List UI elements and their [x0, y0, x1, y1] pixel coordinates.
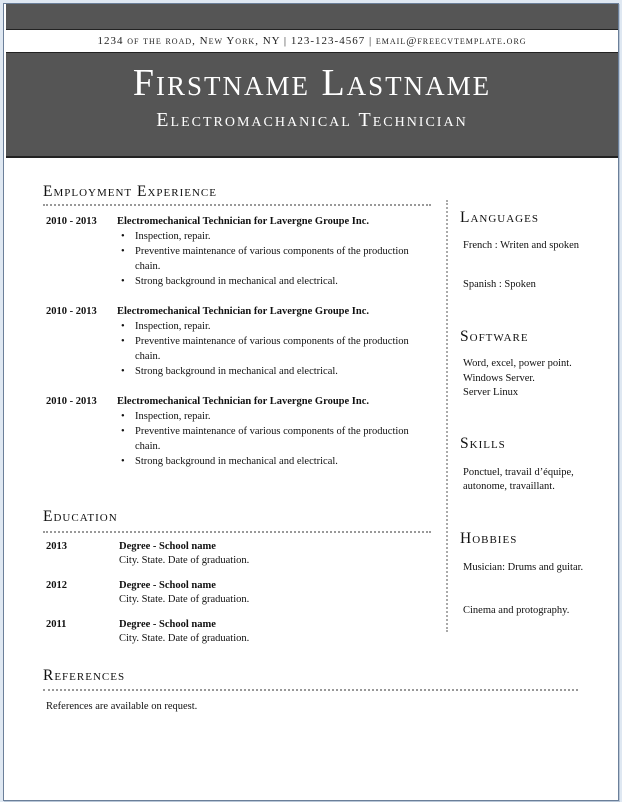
- education-degree: Degree - School name: [119, 580, 216, 591]
- bullet-icon: •: [121, 336, 125, 347]
- software-item: Word, excel, power point.: [463, 358, 572, 369]
- education-location: City. State. Date of graduation.: [119, 633, 250, 644]
- job-duty: • Preventive maintenance of various components of the production chain.: [121, 246, 409, 272]
- hobbies-item: Cinema and protography.: [463, 605, 570, 616]
- contact-address: 1234 of the road, New York, NY | 123-123-4567 | email@freecvtemplate.org: [6, 29, 618, 53]
- skills-item: Ponctuel, travail d’équipe, autonome, travaillant.: [463, 467, 574, 492]
- education-year: 2011: [46, 619, 67, 630]
- software-item: Windows Server.: [463, 373, 535, 384]
- references-heading: References: [43, 667, 126, 684]
- candidate-name: Firstname Lastname: [132, 62, 492, 104]
- references-text: References are available on request.: [46, 701, 198, 712]
- education-degree: Degree - School name: [119, 541, 216, 552]
- resume-header: [6, 4, 618, 158]
- bullet-icon: •: [121, 276, 125, 287]
- languages-item: French : Writen and spoken: [463, 240, 580, 251]
- job-duty: • Preventive maintenance of various components of the production chain.: [121, 336, 409, 362]
- job-duty: • Preventive maintenance of various components of the production chain.: [121, 426, 409, 452]
- education-year: 2013: [46, 541, 67, 552]
- education-divider: [43, 531, 431, 533]
- employment-divider: [43, 204, 431, 206]
- skills-heading: Skills: [460, 435, 506, 452]
- languages-heading: Languages: [460, 209, 539, 226]
- software-heading: Software: [460, 328, 529, 345]
- languages-item: Spanish : Spoken: [463, 279, 536, 290]
- education-degree: Degree - School name: [119, 619, 216, 630]
- job-role: Electromechanical Technician for Lavergne Groupe Inc.: [117, 306, 369, 317]
- references-divider: [43, 689, 578, 691]
- education-location: City. State. Date of graduation.: [119, 555, 250, 566]
- job-duty: • Strong background in mechanical and electrical.: [121, 456, 338, 467]
- job-years: 2010 - 2013: [46, 216, 97, 227]
- bullet-icon: •: [121, 426, 125, 437]
- bullet-icon: •: [121, 411, 125, 422]
- job-duty: • Strong background in mechanical and electrical.: [121, 276, 338, 287]
- bullet-icon: •: [121, 456, 125, 467]
- bullet-icon: •: [121, 246, 125, 257]
- job-duty: • Inspection, repair.: [121, 231, 211, 242]
- job-years: 2010 - 2013: [46, 306, 97, 317]
- job-duties: [117, 319, 433, 379]
- job-role: Electromechanical Technician for Lavergne Groupe Inc.: [117, 396, 369, 407]
- hobbies-item: Musician: Drums and guitar.: [463, 562, 584, 573]
- education-heading: Education: [43, 508, 118, 525]
- software-item: Server Linux: [463, 387, 519, 398]
- job-years: 2010 - 2013: [46, 396, 97, 407]
- education-location: City. State. Date of graduation.: [119, 594, 250, 605]
- job-duties: [117, 409, 433, 469]
- employment-heading: Employment Experience: [43, 183, 217, 200]
- education-year: 2012: [46, 580, 67, 591]
- job-duty: • Strong background in mechanical and electrical.: [121, 366, 338, 377]
- bullet-icon: •: [121, 366, 125, 377]
- job-duty: • Inspection, repair.: [121, 321, 211, 332]
- column-divider: [446, 200, 448, 632]
- job-duties: [117, 229, 433, 289]
- job-duty: • Inspection, repair.: [121, 411, 211, 422]
- hobbies-heading: Hobbies: [460, 530, 518, 547]
- candidate-title: Electromachanical Technician: [156, 109, 468, 131]
- resume-page: [3, 3, 619, 801]
- bullet-icon: •: [121, 231, 125, 242]
- bullet-icon: •: [121, 321, 125, 332]
- job-role: Electromechanical Technician for Lavergne Groupe Inc.: [117, 216, 369, 227]
